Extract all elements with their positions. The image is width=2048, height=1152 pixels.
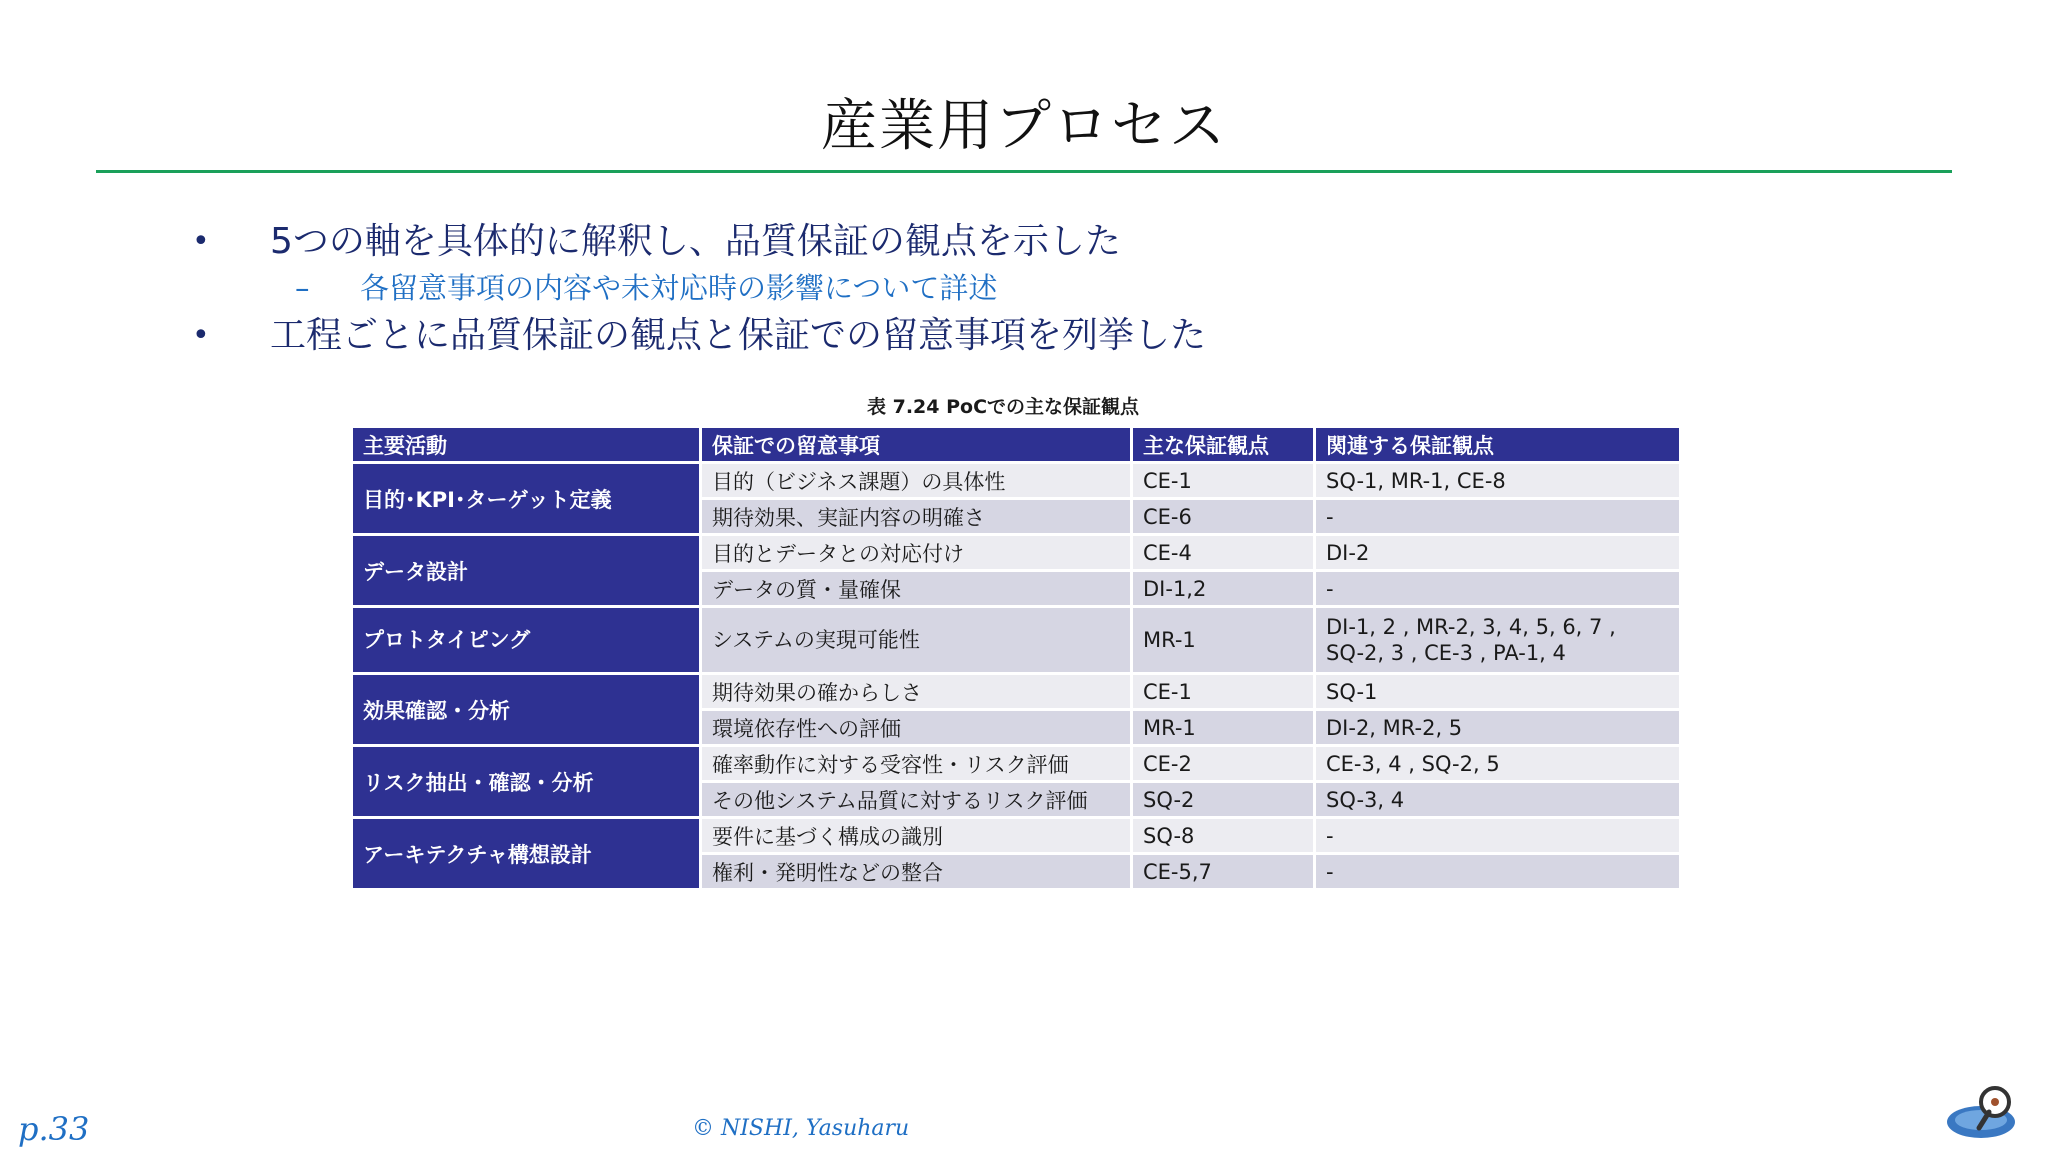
main-viewpoint-cell: SQ-8 — [1133, 819, 1313, 852]
page-number: p.33 — [18, 1110, 90, 1148]
assurance-table — [350, 425, 1682, 891]
main-viewpoint-cell: CE-1 — [1133, 464, 1313, 497]
related-viewpoint-line: SQ-2, 3 , CE-3 , PA-1, 4 — [1326, 641, 1566, 665]
main-viewpoint-cell: CE-6 — [1133, 500, 1313, 533]
bullet-text: 5つの軸を具体的に解釈し、品質保証の観点を示した — [270, 221, 1121, 262]
table-row — [353, 675, 1679, 708]
note-cell: 目的とデータとの対応付け — [702, 536, 1130, 569]
activity-cell: データ設計 — [353, 536, 699, 605]
table-row — [353, 464, 1679, 497]
header-notes: 保証での留意事項 — [702, 428, 1130, 461]
activity-cell: 効果確認・分析 — [353, 675, 699, 744]
note-cell: 期待効果、実証内容の明確さ — [702, 500, 1130, 533]
note-cell: システムの実現可能性 — [702, 608, 1130, 672]
sub-bullet-marker: – — [295, 271, 310, 305]
related-viewpoint-cell — [1316, 608, 1679, 672]
main-viewpoint-cell: MR-1 — [1133, 711, 1313, 744]
main-viewpoint-cell: CE-4 — [1133, 536, 1313, 569]
note-cell: データの質・量確保 — [702, 572, 1130, 605]
note-cell: 環境依存性への評価 — [702, 711, 1130, 744]
related-viewpoint-cell: - — [1316, 855, 1679, 888]
activity-cell: リスク抽出・確認・分析 — [353, 747, 699, 816]
related-viewpoint-cell: SQ-3, 4 — [1316, 783, 1679, 816]
sub-bullet-text: 各留意事項の内容や未対応時の影響について詳述 — [360, 271, 998, 305]
main-viewpoint-cell: CE-2 — [1133, 747, 1313, 780]
main-viewpoint-cell: MR-1 — [1133, 608, 1313, 672]
note-cell: その他システム品質に対するリスク評価 — [702, 783, 1130, 816]
copyright-notice: © NISHI, Yasuharu — [692, 1116, 910, 1141]
main-viewpoint-cell: CE-5,7 — [1133, 855, 1313, 888]
activity-cell: 目的･KPI･ターゲット定義 — [353, 464, 699, 533]
related-viewpoint-cell: SQ-1 — [1316, 675, 1679, 708]
note-cell: 権利・発明性などの整合 — [702, 855, 1130, 888]
bullet-text: 工程ごとに品質保証の観点と保証での留意事項を列挙した — [270, 315, 1207, 356]
note-cell: 確率動作に対する受容性・リスク評価 — [702, 747, 1130, 780]
main-viewpoint-cell: CE-1 — [1133, 675, 1313, 708]
table-row — [353, 536, 1679, 569]
note-cell: 期待効果の確からしさ — [702, 675, 1130, 708]
related-viewpoint-cell: SQ-1, MR-1, CE-8 — [1316, 464, 1679, 497]
header-activity: 主要活動 — [353, 428, 699, 461]
table-row — [353, 608, 1679, 672]
related-viewpoint-cell: - — [1316, 819, 1679, 852]
related-viewpoint-cell: DI-2, MR-2, 5 — [1316, 711, 1679, 744]
related-viewpoint-cell: - — [1316, 572, 1679, 605]
table-row — [353, 819, 1679, 852]
related-viewpoint-cell: - — [1316, 500, 1679, 533]
header-related-viewpoint: 関連する保証観点 — [1316, 428, 1679, 461]
related-viewpoint-cell: DI-2 — [1316, 536, 1679, 569]
magnifier-logo-icon — [1945, 1080, 2025, 1146]
bullet-marker: • — [192, 224, 210, 259]
header-main-viewpoint: 主な保証観点 — [1133, 428, 1313, 461]
table-caption: 表 7.24 PoCでの主な保証観点 — [866, 396, 1140, 418]
title-divider — [96, 170, 1952, 173]
related-viewpoint-cell: CE-3, 4 , SQ-2, 5 — [1316, 747, 1679, 780]
activity-cell: アーキテクチャ構想設計 — [353, 819, 699, 888]
note-cell: 目的（ビジネス課題）の具体性 — [702, 464, 1130, 497]
activity-cell: プロトタイピング — [353, 608, 699, 672]
bullet-marker: • — [192, 318, 210, 353]
main-viewpoint-cell: DI-1,2 — [1133, 572, 1313, 605]
table-row — [353, 747, 1679, 780]
main-viewpoint-cell: SQ-2 — [1133, 783, 1313, 816]
table-header-row — [353, 428, 1679, 461]
related-viewpoint-line: DI-1, 2 , MR-2, 3, 4, 5, 6, 7 , — [1326, 615, 1616, 639]
note-cell: 要件に基づく構成の識別 — [702, 819, 1130, 852]
slide-title: 産業用プロセス — [821, 94, 1227, 159]
